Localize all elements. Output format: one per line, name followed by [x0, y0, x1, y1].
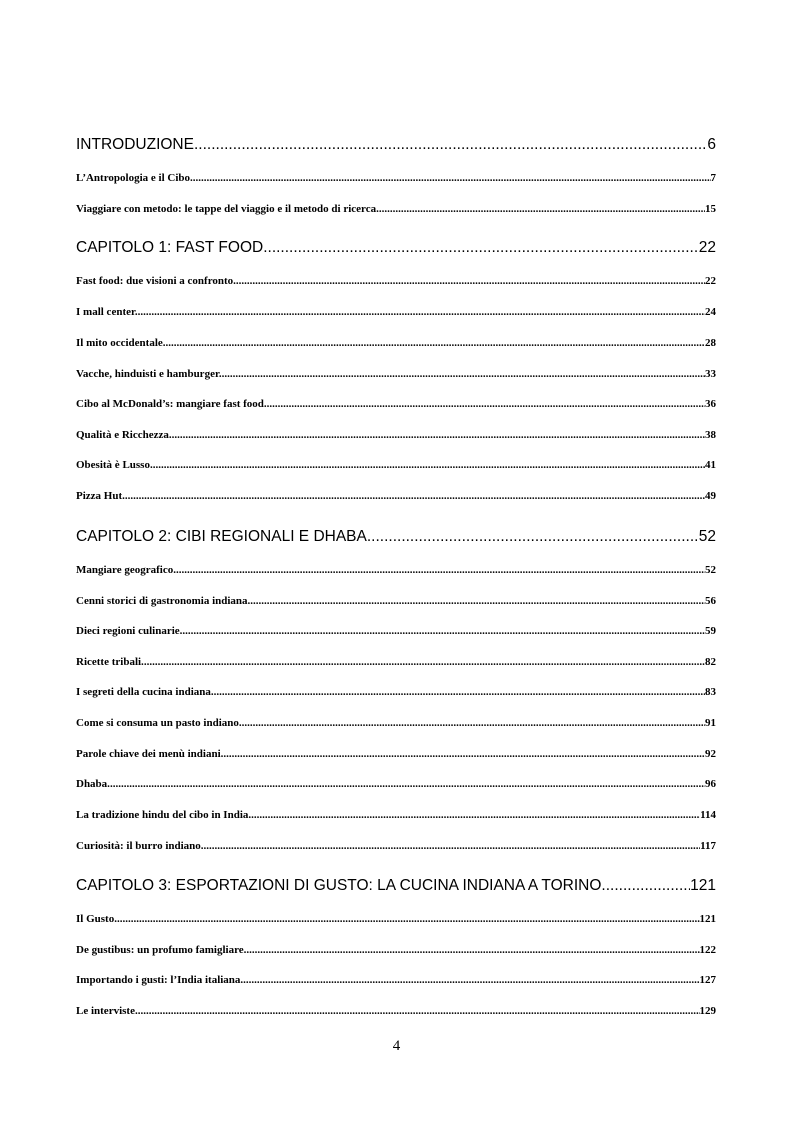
- dot-leader: [371, 528, 699, 546]
- toc-title: Cibo al McDonald’s: mangiare fast food.: [76, 398, 267, 410]
- dot-leader: [233, 275, 705, 287]
- toc-title: Il mito occidentale.: [76, 337, 166, 349]
- toc-page-number: 49: [705, 490, 716, 502]
- toc-page-number: 122: [699, 944, 716, 956]
- toc-page-number: 6: [707, 136, 716, 153]
- toc-title: Qualità e Ricchezza.: [76, 429, 172, 441]
- toc-entry[interactable]: [76, 564, 716, 576]
- toc-entry[interactable]: [76, 656, 716, 668]
- dot-leader: [222, 368, 705, 380]
- dot-leader: [153, 459, 705, 471]
- dot-leader: [176, 564, 705, 576]
- toc-page-number: 41: [705, 459, 716, 471]
- toc-title: CAPITOLO 1: FAST FOOD.: [76, 239, 268, 256]
- toc-chapter[interactable]: [76, 136, 716, 154]
- dot-leader: [223, 748, 705, 760]
- toc-title: Dieci regioni culinarie.: [76, 625, 183, 637]
- toc-title: Vacche, hinduisti e hamburger.: [76, 368, 222, 380]
- toc-title: Le interviste.: [76, 1005, 138, 1017]
- dot-leader: [239, 717, 705, 729]
- toc-page-number: 52: [705, 564, 716, 576]
- toc-page-number: 24: [705, 306, 716, 318]
- toc-page-number: 15: [705, 203, 716, 215]
- toc-title: Cenni storici di gastronomia indiana.: [76, 595, 251, 607]
- toc-title: Pizza Hut: [76, 490, 123, 502]
- toc-title: Curiosità: il burro indiano: [76, 840, 201, 852]
- toc-entry[interactable]: [76, 625, 716, 637]
- toc-title: CAPITOLO 3: ESPORTAZIONI DI GUSTO: LA CUCINA INDIANA A TORINO.: [76, 877, 606, 894]
- dot-leader: [172, 429, 705, 441]
- toc-title: CAPITOLO 2: CIBI REGIONALI E DHABA.: [76, 528, 372, 545]
- toc-page-number: 96: [705, 778, 716, 790]
- toc-title: Come si consuma un pasto indiano: [76, 717, 239, 729]
- toc-page-number: 83: [705, 686, 716, 698]
- toc-page-number: 82: [705, 656, 716, 668]
- toc-page-number: 121: [699, 913, 716, 925]
- dot-leader: [110, 778, 705, 790]
- toc-title: Ricette tribali.: [76, 656, 144, 668]
- toc-entry[interactable]: [76, 398, 716, 410]
- toc-page-number: 56: [705, 595, 716, 607]
- toc-page-number: 127: [699, 974, 716, 986]
- toc-page-number: 92: [705, 748, 716, 760]
- toc-entry[interactable]: [76, 203, 716, 215]
- toc-entry[interactable]: [76, 778, 716, 790]
- toc-page-number: 59: [705, 625, 716, 637]
- page-number: 4: [392, 1038, 401, 1054]
- dot-leader: [166, 337, 705, 349]
- dot-leader: [198, 136, 707, 154]
- toc-title: La tradizione hindu del cibo in India.: [76, 809, 252, 821]
- toc-chapter[interactable]: [76, 239, 716, 257]
- toc-entry[interactable]: [76, 172, 716, 184]
- toc-entry[interactable]: [76, 595, 716, 607]
- toc-entry[interactable]: [76, 686, 716, 698]
- toc-page-number: 129: [699, 1005, 716, 1017]
- toc-title: Parole chiave dei menù indiani.: [76, 748, 224, 760]
- toc-title: Fast food: due visioni a confronto: [76, 275, 234, 287]
- toc-title: Mangiare geografico.: [76, 564, 176, 576]
- toc-title: INTRODUZIONE.: [76, 136, 199, 153]
- toc-entry[interactable]: [76, 748, 716, 760]
- toc-entry[interactable]: [76, 337, 716, 349]
- dot-leader: [122, 490, 705, 502]
- dot-leader: [182, 625, 705, 637]
- dot-leader: [243, 974, 699, 986]
- toc-entry[interactable]: [76, 306, 716, 318]
- dot-leader: [144, 656, 705, 668]
- toc-page-number: 52: [698, 528, 716, 545]
- dot-leader: [250, 595, 705, 607]
- toc-entry[interactable]: [76, 1005, 716, 1017]
- toc-title: De gustibus: un profumo famigliare: [76, 944, 244, 956]
- toc-entry[interactable]: [76, 459, 716, 471]
- toc-page-number: 36: [705, 398, 716, 410]
- toc-title: Il Gusto: [76, 913, 115, 925]
- toc-page-number: 117: [700, 840, 716, 852]
- toc-chapter[interactable]: [76, 528, 716, 546]
- dot-leader: [193, 172, 711, 184]
- dot-leader: [606, 877, 690, 895]
- dot-leader: [267, 398, 705, 410]
- toc-entry[interactable]: [76, 368, 716, 380]
- toc-page-number: 114: [700, 809, 716, 821]
- toc-title: Viaggiare con metodo: le tappe del viaggio e il metodo di ricerca.: [76, 203, 379, 215]
- dot-leader: [201, 840, 700, 852]
- toc-title: I mall center.: [76, 306, 138, 318]
- toc-entry[interactable]: [76, 717, 716, 729]
- toc-page-number: 22: [698, 239, 716, 256]
- toc-page-number: 121: [690, 877, 716, 894]
- toc-page-number: 7: [710, 172, 716, 184]
- dot-leader: [244, 944, 700, 956]
- dot-leader: [211, 686, 705, 698]
- dot-leader: [268, 239, 699, 257]
- toc-title: L’Antropologia e il Cibo.: [76, 172, 193, 184]
- toc-entry[interactable]: [76, 429, 716, 441]
- toc-title: Dhaba.: [76, 778, 110, 790]
- toc-page-number: 22: [705, 275, 716, 287]
- toc-entry[interactable]: [76, 913, 716, 925]
- toc-title: Importando i gusti: l’India italiana.: [76, 974, 244, 986]
- toc-entry[interactable]: [76, 974, 716, 986]
- toc-title: I segreti della cucina indiana: [76, 686, 211, 698]
- dot-leader: [138, 306, 705, 318]
- toc-page-number: 33: [705, 368, 716, 380]
- toc-page-number: 28: [705, 337, 716, 349]
- toc-chapter[interactable]: [76, 877, 716, 895]
- toc-entry[interactable]: [76, 275, 716, 287]
- toc-entry[interactable]: [76, 490, 716, 502]
- toc-entry[interactable]: [76, 840, 716, 852]
- dot-leader: [138, 1005, 700, 1017]
- dot-leader: [379, 203, 705, 215]
- dot-leader: [114, 913, 699, 925]
- toc-page-number: 91: [705, 717, 716, 729]
- toc-entry[interactable]: [76, 944, 716, 956]
- toc-entry[interactable]: [76, 809, 716, 821]
- dot-leader: [251, 809, 700, 821]
- toc-title: Obesità è Lusso.: [76, 459, 153, 471]
- toc-page-number: 38: [705, 429, 716, 441]
